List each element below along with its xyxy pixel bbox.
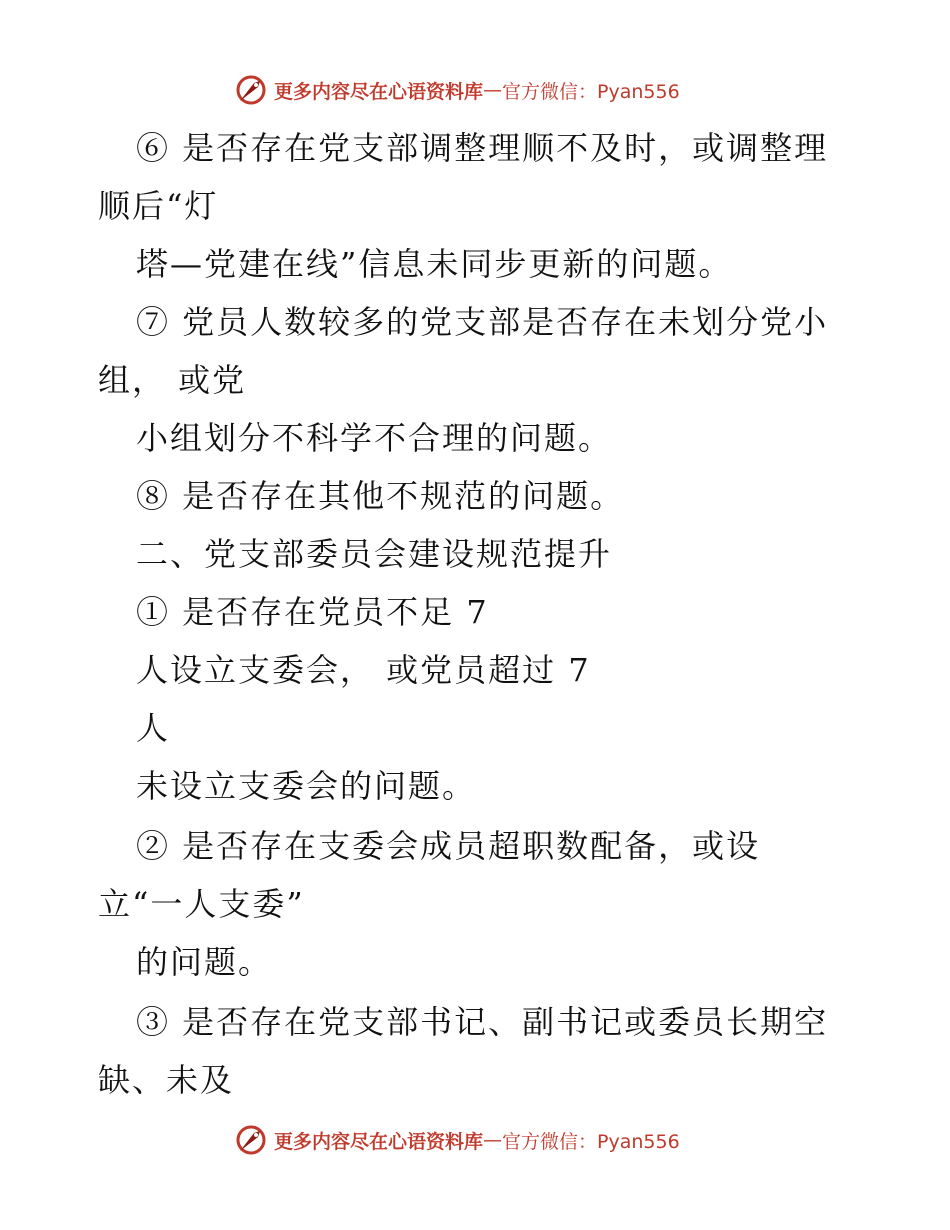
text-line: ⑥ 是否存在党支部调整理顺不及时，或调整理: [136, 129, 829, 167]
text-line: ③ 是否存在党支部书记、副书记或委员长期空: [136, 1003, 829, 1041]
text-line: 未设立支委会的问题。: [136, 767, 477, 805]
text-line: ⑦ 党员人数较多的党支部是否存在未划分党小: [136, 303, 829, 341]
banner-brand-text: 更多内容尽在心语资料库: [274, 1130, 484, 1153]
text-line: ① 是否存在党员不足 7: [136, 593, 489, 631]
banner-official-wechat: 官方微信：Pyan556: [502, 1130, 680, 1153]
text-line: 顺后“灯: [98, 187, 219, 225]
pen-nib-circle-icon: [234, 73, 268, 107]
text-line: 塔—党建在线”信息未同步更新的问题。: [136, 245, 733, 283]
banner-brand-text: 更多内容尽在心语资料库: [274, 80, 484, 103]
text-line: ② 是否存在支委会成员超职数配备，或设: [136, 827, 761, 865]
section-heading: 二、党支部委员会建设规范提升: [136, 535, 613, 573]
text-line: 立“一人支委”: [98, 885, 305, 923]
banner-separator: —: [483, 79, 503, 101]
text-line: ⑧ 是否存在其他不规范的问题。: [136, 477, 625, 515]
banner-official-wechat: 官方微信：Pyan556: [502, 80, 680, 103]
text-line: 小组划分不科学不合理的问题。: [136, 419, 613, 457]
pen-nib-circle-icon: [234, 1123, 268, 1157]
footer-banner: [234, 1122, 680, 1158]
text-line: 人设立支委会， 或党员超过 7: [136, 651, 591, 689]
banner-separator: —: [483, 1129, 503, 1151]
text-line: 的问题。: [136, 943, 273, 981]
header-banner: [234, 72, 680, 108]
text-line: 缺、未及: [98, 1061, 235, 1099]
text-line: 组， 或党: [98, 361, 247, 399]
text-line: 人: [136, 709, 171, 747]
